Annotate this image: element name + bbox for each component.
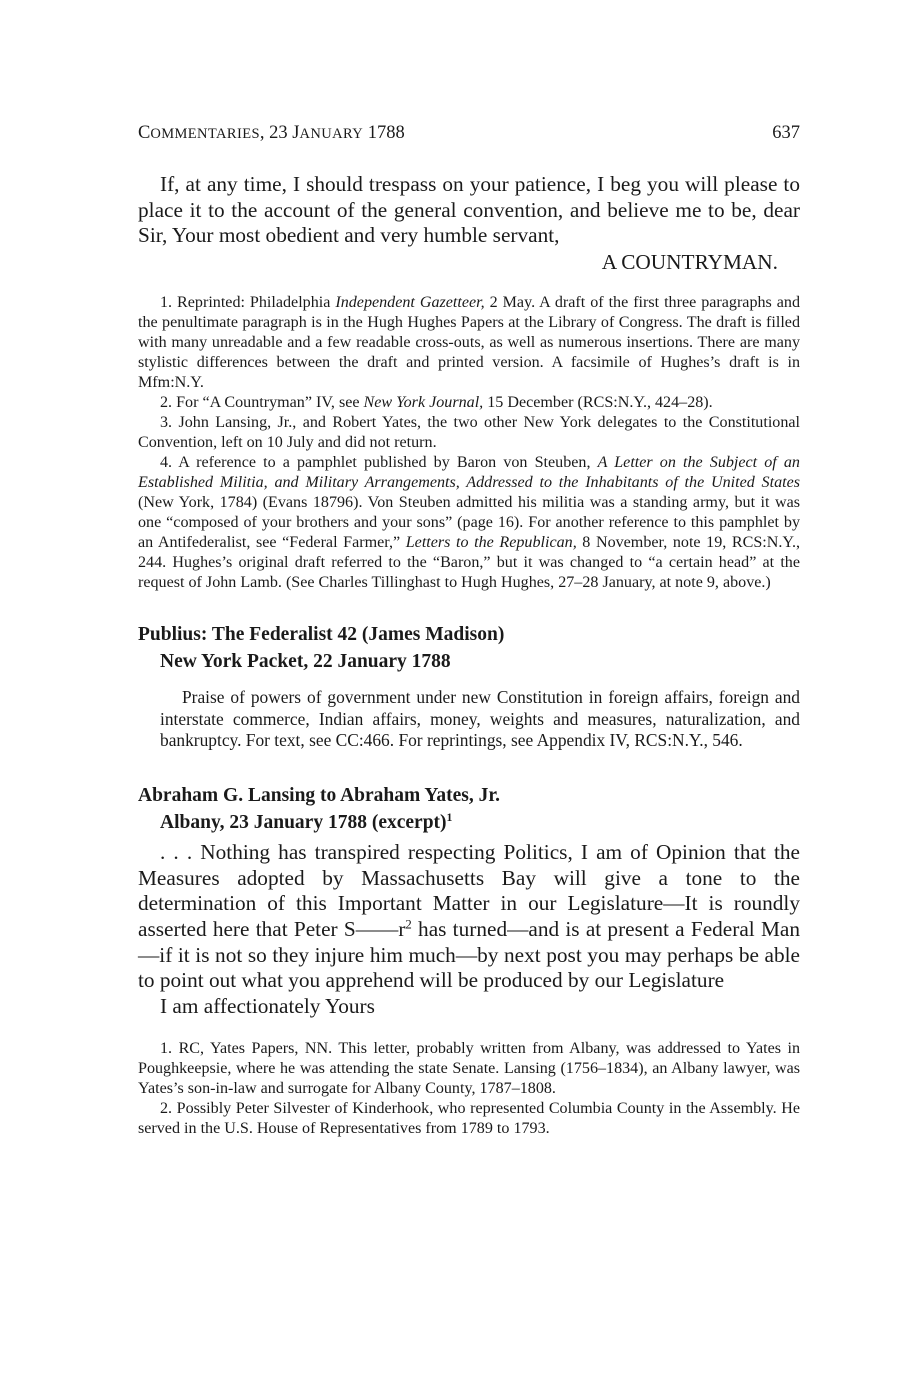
document-subtitle: Albany, 23 January 1788 (excerpt)$^1$ <box>160 811 453 834</box>
document-summary: Praise of powers of government under new Constitution in foreign affairs, foreign and interstate commerce, Indian affairs, money, weights and measures, naturalization, and bankruptcy. For text, see CC:466. For reprintings, see Appendix IV, RCS:N.Y., 546. <box>160 686 800 751</box>
running-head-title: COMMENTARIES, 23 JANUARY 1788 <box>138 123 405 143</box>
footnote-1: 1. Reprinted: Philadelphia Independent Gazetteer, 2 May. A draft of the first three paragraphs and the penultimate paragraph is in the Hugh Hughes Papers at the Library of Congress. The draft is filled with many unreadable and a few readable cross-outs, as well as numerous insertions. There are many stylistic differences between the draft and printed version. A facsimile of Hughes’s draft is in Mfm:N.Y. <box>138 293 800 391</box>
footnote-2: 2. For “A Countryman” IV, see New York Journal, 15 December (RCS:N.Y., 424–28). <box>160 393 713 411</box>
page-body <box>138 172 800 1139</box>
document-subtitle: New York Packet, 22 January 1788 <box>160 650 451 672</box>
footnote-ref: 1 <box>446 811 453 825</box>
footnote-3: 3. John Lansing, Jr., and Robert Yates, the two other New York delegates to the Constitutional Convention, left on 10 July and did not return. <box>138 413 800 451</box>
letter-body-lansing <box>138 840 800 1019</box>
footnote-ref: 2 <box>405 917 412 932</box>
footnote-2: 2. Possibly Peter Silvester of Kinderhook, who represented Columbia County in the Assembly. He served in the U.S. House of Representatives from 1789 to 1793. <box>138 1100 800 1138</box>
document-title: Abraham G. Lansing to Abraham Yates, Jr. <box>138 785 501 807</box>
letter-paragraph: . . . Nothing has transpired respecting Politics, I am of Opinion that the Measures adopted by Massachusetts Bay will give a tone to the determination of this Important Matter in our Legislature—It is roundly asserted here that Peter $S——r^2$ has turned—and is at present a Federal Man—if it is not so they injure him much—by next post you may perhaps be able to point out what you apprehend will be produced by our Legislature <box>138 840 800 993</box>
letter-closing: I am affectionately Yours <box>160 993 375 1018</box>
footnotes-countryman <box>138 293 800 593</box>
document-heading-lansing <box>138 782 800 836</box>
letter-signature: A COUNTRYMAN. <box>601 249 778 274</box>
running-head <box>138 120 800 147</box>
page-number: 637 <box>772 123 800 143</box>
footnotes-lansing <box>138 1039 800 1139</box>
footnote-1: 1. RC, Yates Papers, NN. This letter, probably written from Albany, was addressed to Yates in Poughkeepsie, where he was attending the state Senate. Lansing (1756–1834), an Albany lawyer, was Yates’s son-in-law and surrogate for Albany County, 1787–1808. <box>138 1040 800 1098</box>
document-title: Publius: The Federalist 42 (James Madison) <box>138 623 505 645</box>
footnote-4: 4. A reference to a pamphlet published by Baron von Steuben, A Letter on the Subject of an Established Militia, and Military Arrangements, Addressed to the Inhabitants of the United States (New York, 1784) (Evans 18796). Von Steuben admitted his militia was a standing army, but it was one “composed of your brothers and your sons” (page 16). For another reference to this pamphlet by an Antifederalist, see “Federal Farmer,” Letters to the Republican, 8 November, note 19, RCS:N.Y., 244. Hughes’s original draft referred to the “Baron,” but it was changed to “a certain head” at the request of John Lamb. (See Charles Tillinghast to Hugh Hughes, 27–28 January, at note 9, above.) <box>138 453 800 591</box>
letter-closing-paragraph: If, at any time, I should trespass on your patience, I beg you will please to place it to the account of the general convention, and believe me to be, dear Sir, Your most obedient and very humble servant, <box>138 172 800 248</box>
document-heading-publius <box>138 621 800 675</box>
